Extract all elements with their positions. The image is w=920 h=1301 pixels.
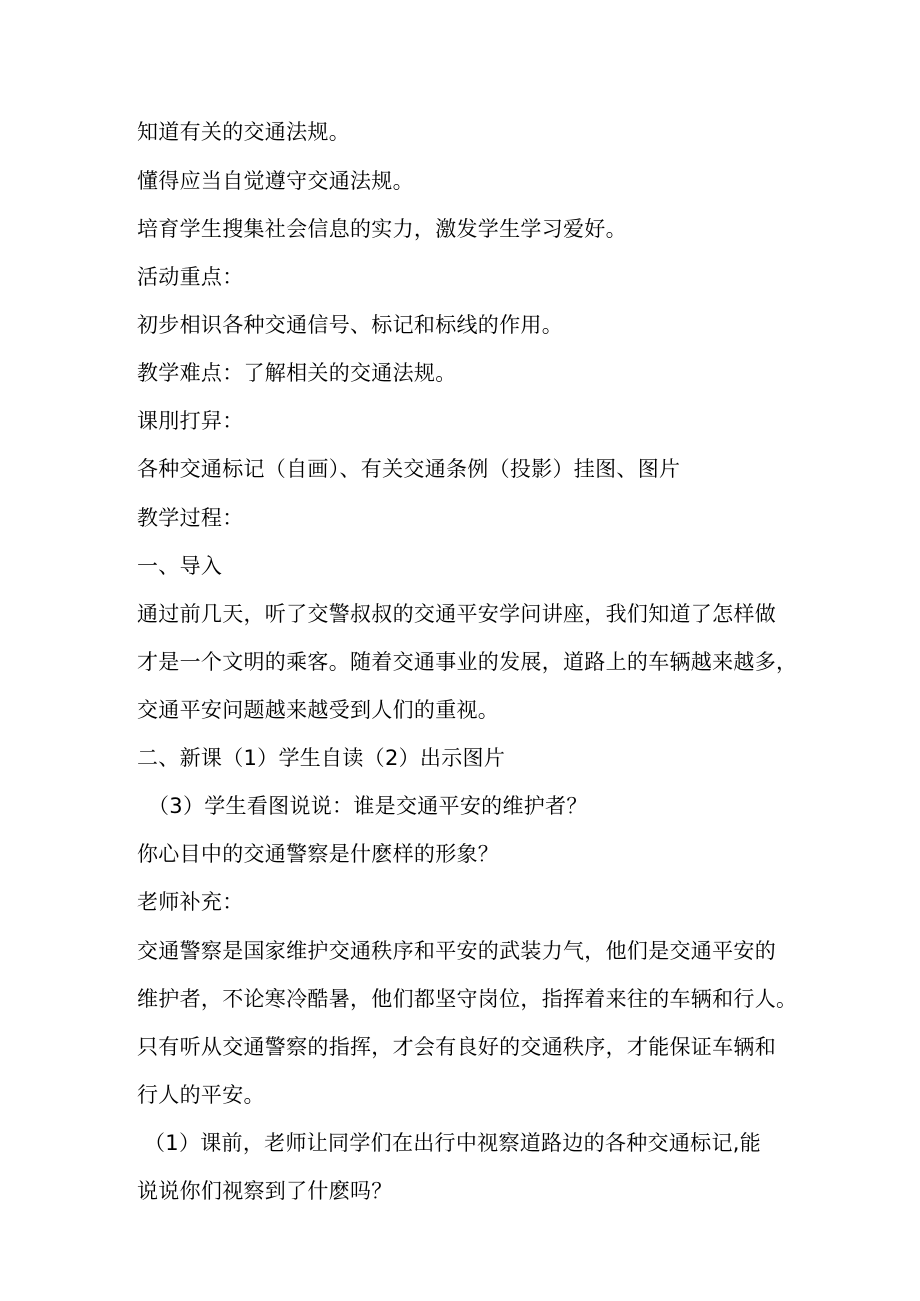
text-line: 你心目中的交通警察是什麽样的形象？ xyxy=(137,842,500,866)
section-heading: 一、导入 xyxy=(137,554,223,578)
text-line: （1）课前，老师让同学们在出行中视察道路边的各种交通标记,能 xyxy=(144,1131,762,1155)
section-heading: 教学过程： xyxy=(137,506,244,530)
text-line: 各种交通标记（自画）、有关交通条例（投影）挂图、图片 xyxy=(137,457,681,481)
text-line: 教学难点：了解相关的交通法规。 xyxy=(137,361,457,385)
section-heading: 老师补充： xyxy=(137,890,244,914)
text-line: （3）学生看图说说：谁是交通平安的维护者？ xyxy=(148,794,588,818)
text-line: 初步相识各种交通信号、标记和标线的作用。 xyxy=(137,313,563,337)
section-heading: 活动重点： xyxy=(137,265,244,289)
section-heading: 课刖打舁： xyxy=(137,409,244,433)
text-line: 交通警察是国家维护交通秩序和平安的武装力气，他们是交通平安的 xyxy=(137,939,776,963)
text-line: 只有听从交通警察的指挥，才会有良好的交通秩序，才能保证车辆和 xyxy=(137,1035,776,1059)
text-line: 才是一个文明的乘客。随着交通事业的发展，道路上的车辆越来越多， xyxy=(137,650,798,674)
text-line: 培育学生搜集社会信息的实力，激发学生学习爱好。 xyxy=(137,217,627,241)
text-line: 知道有关的交通法规。 xyxy=(137,120,350,144)
text-line: 懂得应当自觉遵守交通法规。 xyxy=(137,169,414,193)
text-line: 交通平安问题越来越受到人们的重视。 xyxy=(137,698,500,722)
text-line: 维护者，不论寒冷酷暑，他们都坚守岗位，指挥着来往的车辆和行人。 xyxy=(137,987,798,1011)
text-line: 行人的平安。 xyxy=(137,1083,265,1107)
section-heading: 二、新课（1）学生自读（2）出示图片 xyxy=(137,746,506,770)
text-line: 说说你们视察到了什麽吗？ xyxy=(137,1179,393,1203)
text-line: 通过前几天，听了交警叔叔的交通平安学问讲座，我们知道了怎样做 xyxy=(137,602,776,626)
